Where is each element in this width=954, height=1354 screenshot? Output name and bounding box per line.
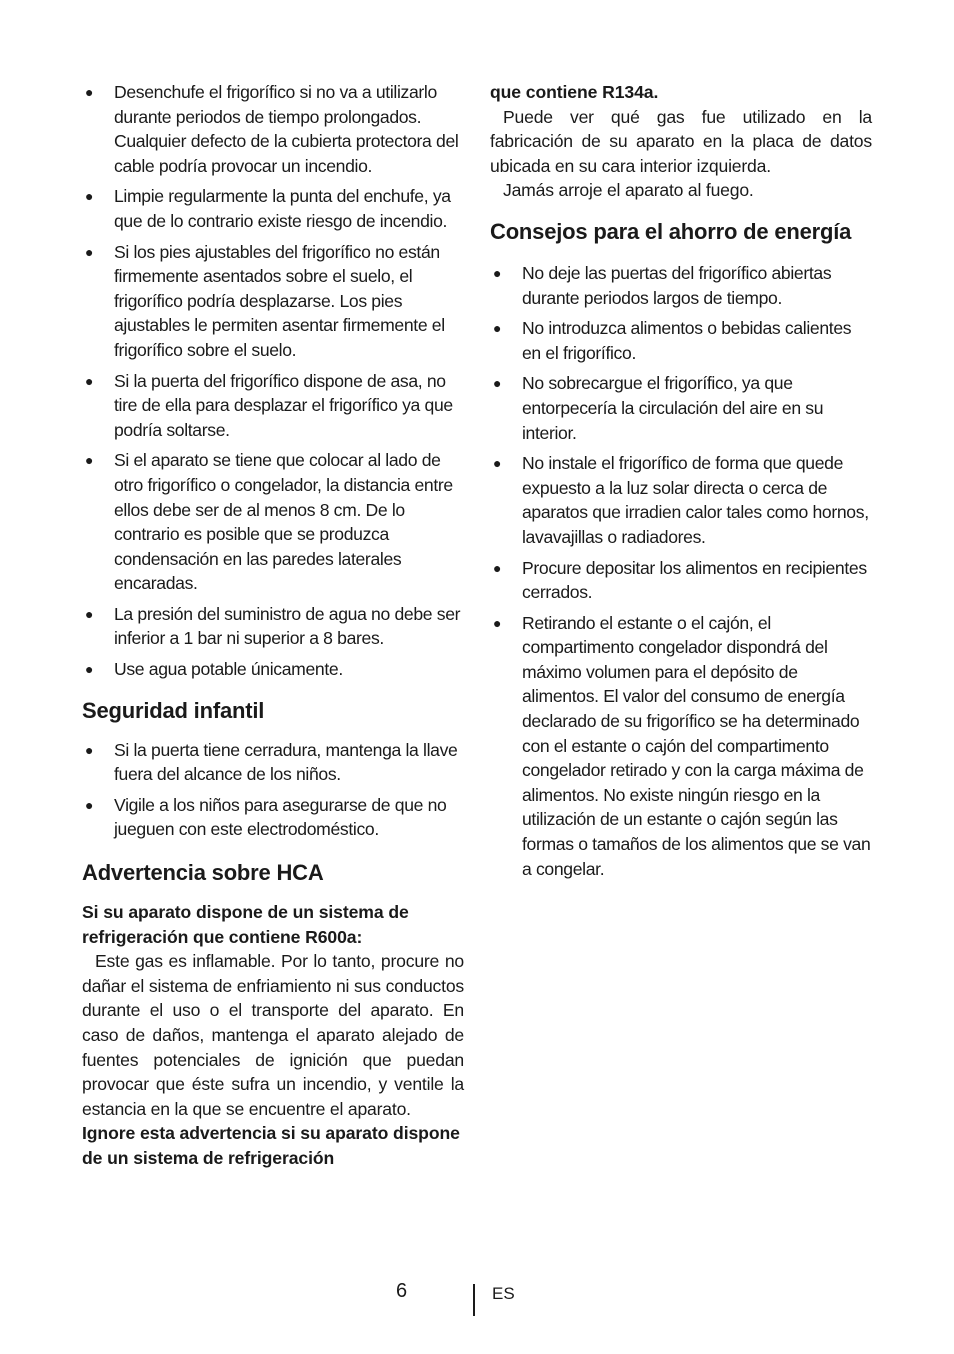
bullet-icon: ● <box>85 243 94 260</box>
bullet-icon: ● <box>493 375 502 392</box>
hca-paragraph: Este gas es inflamable. Por lo tanto, procure no dañar el sistema de enfriamiento ni sus conductos durante el uso o el transporte del aparato. En caso de daños, mantenga el aparato alejado de fuentes potenciales de ignición que puedan provocar que éste sufra un incendio, y ventile la estancia en la que se encuentre el aparato. <box>82 951 464 1119</box>
list-item-text: Procure depositar los alimentos en recipientes cerrados. <box>522 557 867 603</box>
list-item <box>82 738 464 787</box>
left-column <box>82 80 464 1171</box>
list-item-text: Limpie regularmente la punta del enchufe, ya que de lo contrario existe riesgo de incendio. <box>114 186 451 231</box>
list-item <box>82 240 464 363</box>
bullet-icon: ● <box>493 559 502 576</box>
page-number: 6 <box>396 1280 408 1302</box>
hca-subtitle: Si su aparato dispone de un sistema de refrigeración que contiene R600a: <box>82 902 409 947</box>
energy-saving-bullet-list <box>490 261 872 881</box>
list-item-text: No introduzca alimentos o bebidas calientes en el frigorífico. <box>522 318 852 363</box>
section-title-child-safety: Seguridad infantil <box>82 697 265 723</box>
bullet-icon: ● <box>493 264 502 281</box>
bullet-icon: ● <box>85 605 94 622</box>
list-item <box>490 371 872 445</box>
list-item-text: Si el aparato se tiene que colocar al lado de otro frigorífico o congelador, la distancia entre ellos debe ser de al menos 8 cm. De lo contrario es posible que se produzca condensación en las paredes laterales encaradas. <box>114 450 453 594</box>
r134a-paragraph: Puede ver qué gas fue utilizado en la fabricación de su aparato en la placa de datos ubicada en su cara interior izquierda. <box>490 106 872 176</box>
list-item-text: Si los pies ajustables del frigorífico no están firmemente asentados sobre el suelo, el frigorífico podría desplazarse. Los pies ajustables le permiten asentar firmemente el frigorífico sobre el suelo. <box>114 241 445 360</box>
footer-divider <box>473 1284 475 1316</box>
right-column <box>490 80 872 887</box>
bullet-icon: ● <box>85 372 94 389</box>
list-item <box>490 316 872 365</box>
list-item <box>490 451 872 549</box>
list-item-text: Si la puerta tiene cerradura, mantenga la llave fuera del alcance de los niños. <box>114 739 458 785</box>
list-item-text: Desenchufe el frigorífico si no va a utilizarlo durante periodos de tiempo prolongados. Cualquier defecto de la cubierta protectora del cable podría provocar un incendio. <box>114 82 459 176</box>
bullet-icon: ● <box>493 320 502 337</box>
bullet-icon: ● <box>85 452 94 469</box>
list-item-text: La presión del suministro de agua no debe ser inferior a 1 bar ni superior a 8 bares. <box>114 603 461 649</box>
bullet-icon: ● <box>493 614 502 631</box>
list-item <box>490 261 872 310</box>
list-item-text: Vigile a los niños para asegurarse de que no jueguen con este electrodoméstico. <box>114 794 447 840</box>
bullet-icon: ● <box>85 796 94 813</box>
section-title-hca-warning: Advertencia sobre HCA <box>82 860 324 886</box>
list-item <box>82 602 464 651</box>
r134a-continuation: que contiene R134a. <box>490 82 659 102</box>
list-item <box>82 793 464 842</box>
language-code: ES <box>492 1284 515 1303</box>
list-item-text: No sobrecargue el frigorífico, ya que entorpecería la circulación del aire en su interior. <box>522 373 824 443</box>
bullet-icon: ● <box>493 455 502 472</box>
bullet-icon: ● <box>85 741 94 758</box>
fire-warning-paragraph: Jamás arroje el aparato al fuego. <box>503 180 754 201</box>
bullet-icon: ● <box>85 188 94 205</box>
list-item <box>82 657 464 682</box>
list-item <box>82 80 464 178</box>
bullet-icon: ● <box>85 661 94 678</box>
list-item-text: Use agua potable únicamente. <box>114 659 343 680</box>
list-item-text: No instale el frigorífico de forma que quede expuesto a la luz solar directa o cerca de aparatos que irradien calor tales como hornos, lavavajillas o radiadores. <box>522 453 869 547</box>
bullet-icon: ● <box>85 84 94 100</box>
hca-ignore-note: Ignore esta advertencia si su aparato dispone de un sistema de refrigeración <box>82 1123 460 1168</box>
list-item-text: Si la puerta del frigorífico dispone de asa, no tire de ella para desplazar el frigorífico ya que podría soltarse. <box>114 370 453 440</box>
list-item <box>82 448 464 596</box>
child-safety-bullet-list <box>82 738 464 842</box>
list-item-text: No deje las puertas del frigorífico abiertas durante periodos largos de tiempo. <box>522 262 832 308</box>
section-title-energy-saving: Consejos para el ahorro de energía <box>490 218 852 244</box>
list-item-text: Retirando el estante o el cajón, el compartimento congelador dispondrá del máximo volumen para el depósito de alimentos. El valor del consumo de energía declarado de su frigorífico se ha determinado con el estante o cajón del compartimento congelador retirado y con la carga máxima de alimentos. No existe ningún riesgo en la utilización de un estante o cajón según las formas o tamaños de los alimentos que se van a congelar. <box>522 612 871 879</box>
safety-bullet-list <box>82 80 464 682</box>
list-item <box>490 611 872 882</box>
list-item <box>82 184 464 233</box>
list-item <box>82 369 464 443</box>
list-item <box>490 556 872 605</box>
